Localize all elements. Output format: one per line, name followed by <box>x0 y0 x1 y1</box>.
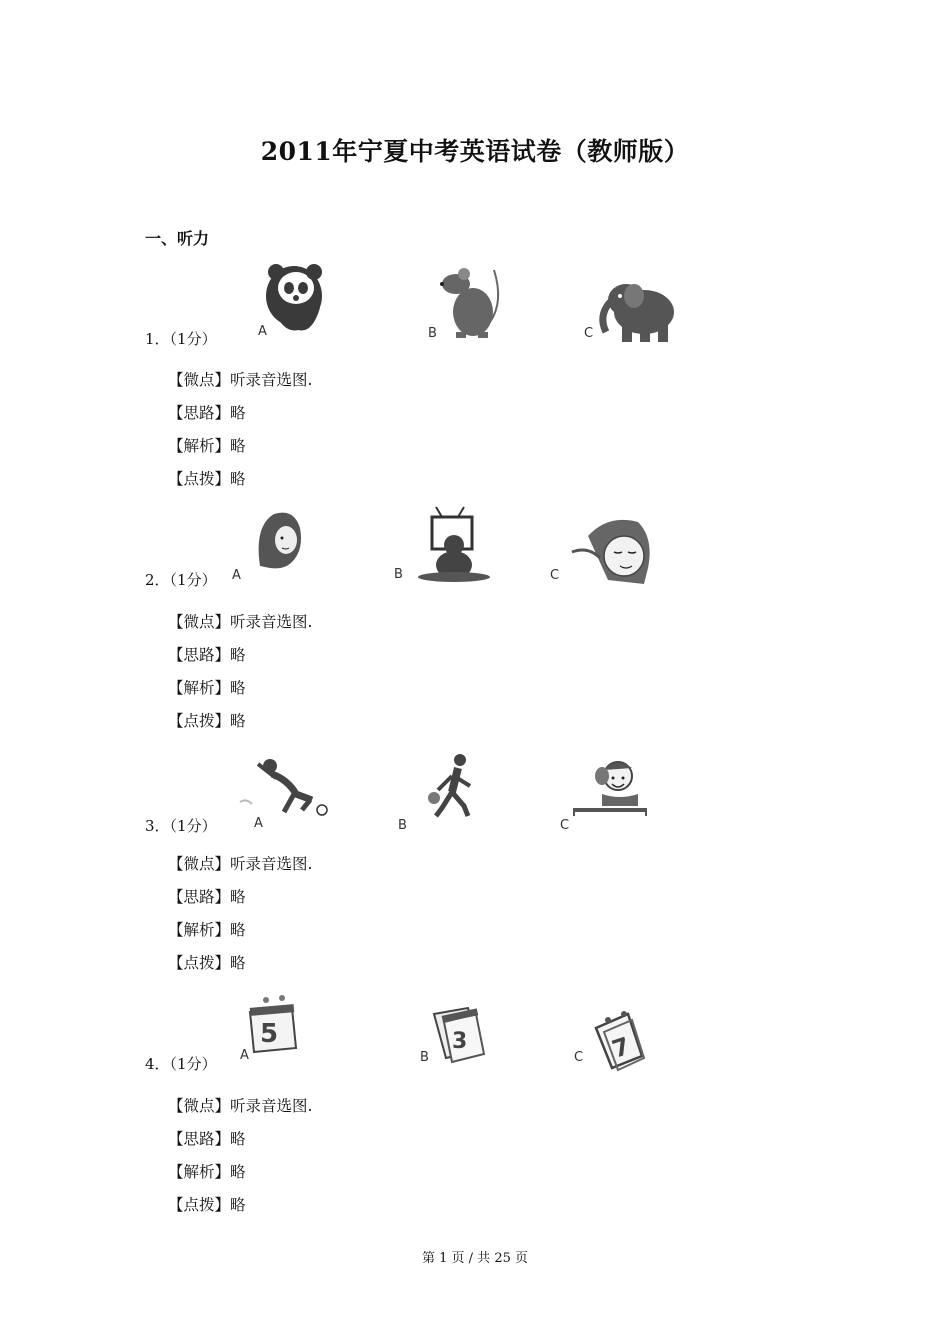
option-c[interactable] <box>582 266 692 356</box>
option-letter: A <box>254 816 263 831</box>
note-line: 【点拨】略 <box>168 470 246 488</box>
note-line: 【微点】听录音选图. <box>168 1097 313 1115</box>
calendar-3-icon <box>418 1000 528 1090</box>
note-line: 【点拨】略 <box>168 954 246 972</box>
option-letter: C <box>560 818 570 833</box>
note-line: 【解析】略 <box>168 921 246 939</box>
calendar-7-icon <box>570 1004 680 1094</box>
option-a[interactable] <box>236 990 346 1080</box>
option-a[interactable] <box>230 506 340 596</box>
option-c[interactable] <box>570 1004 680 1094</box>
girl-hair-icon <box>230 506 340 596</box>
question-number: 4．（1分） <box>145 1055 217 1073</box>
option-letter: B <box>428 326 437 341</box>
question-number: 3．（1分） <box>145 817 217 835</box>
option-letter: A <box>258 324 267 339</box>
calendar-5-icon <box>236 990 346 1080</box>
option-letter: B <box>420 1050 429 1065</box>
option-a[interactable] <box>232 258 342 348</box>
note-line: 【解析】略 <box>168 437 246 455</box>
ping-pong-player-icon <box>558 746 668 836</box>
soccer-player-icon <box>232 744 342 834</box>
note-line: 【思路】略 <box>168 404 246 422</box>
calendar-digit: 3 <box>452 1029 468 1054</box>
page-footer: 第 1 页 / 共 25 页 <box>422 1251 528 1266</box>
option-letter: C <box>584 326 594 341</box>
calendar-digit: 5 <box>260 1019 279 1049</box>
note-line: 【解析】略 <box>168 679 246 697</box>
option-letter: B <box>398 818 407 833</box>
section-heading: 一、听力 <box>145 229 210 248</box>
note-line: 【思路】略 <box>168 1130 246 1148</box>
calendar-digit: 7 <box>608 1031 634 1064</box>
mouse-icon <box>398 262 508 352</box>
option-b[interactable] <box>396 746 506 836</box>
option-b[interactable] <box>392 505 502 595</box>
page-title: 2011年宁夏中考英语试卷（教师版） <box>260 137 690 166</box>
note-line: 【微点】听录音选图. <box>168 371 313 389</box>
note-line: 【点拨】略 <box>168 1196 246 1214</box>
note-line: 【点拨】略 <box>168 712 246 730</box>
option-b[interactable] <box>418 1000 528 1090</box>
note-line: 【解析】略 <box>168 1163 246 1181</box>
sleeping-girl-icon <box>548 508 658 598</box>
note-line: 【微点】听录音选图. <box>168 855 313 873</box>
elephant-icon <box>582 266 692 356</box>
note-line: 【思路】略 <box>168 888 246 906</box>
option-c[interactable] <box>558 746 668 836</box>
basketball-player-icon <box>396 746 506 836</box>
note-line: 【思路】略 <box>168 646 246 664</box>
note-line: 【微点】听录音选图. <box>168 613 313 631</box>
panda-icon <box>232 258 342 348</box>
option-letter: C <box>550 568 560 583</box>
boy-watching-tv-icon <box>392 505 502 595</box>
option-letter: A <box>232 568 241 583</box>
option-a[interactable] <box>232 744 342 834</box>
option-b[interactable] <box>398 262 508 352</box>
question-number: 1．（1分） <box>145 330 217 348</box>
option-letter: B <box>394 567 403 582</box>
option-letter: C <box>574 1050 584 1065</box>
option-letter: A <box>240 1048 249 1063</box>
question-number: 2．（1分） <box>145 571 217 589</box>
option-c[interactable] <box>548 508 658 598</box>
